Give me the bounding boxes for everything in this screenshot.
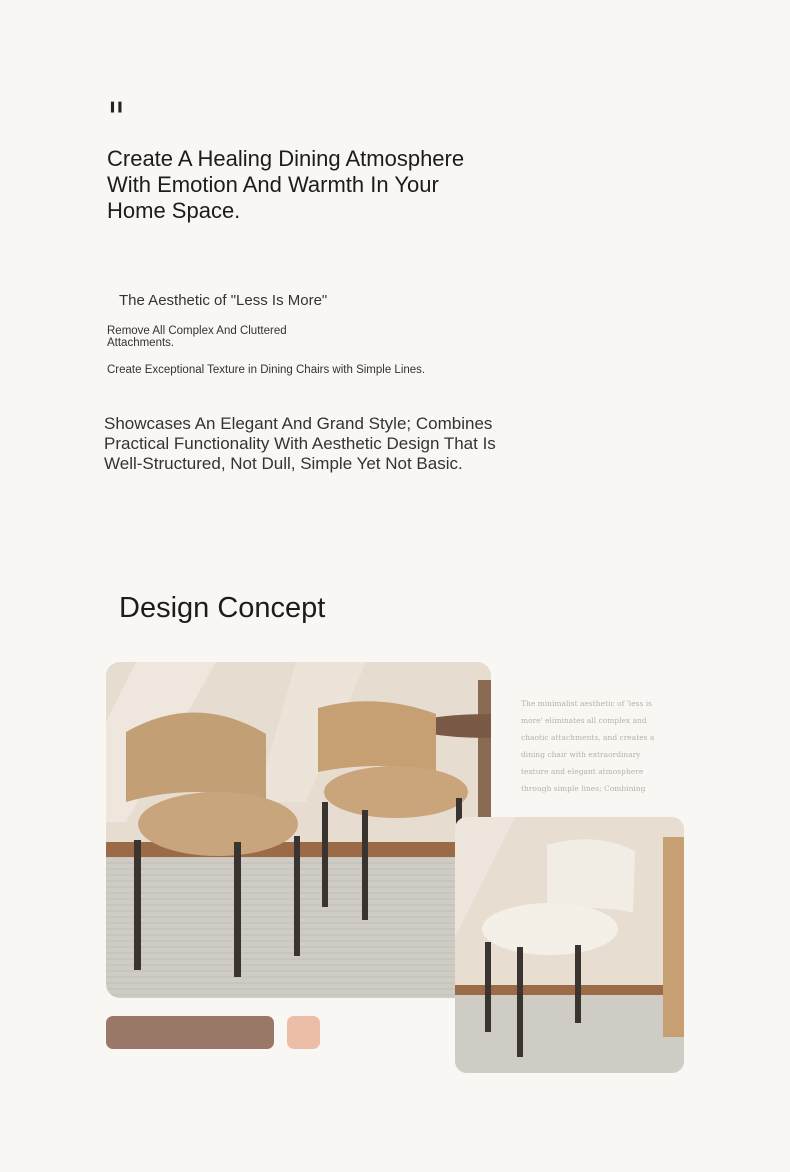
chairs-photo [106,662,491,998]
quote-mark: " [107,95,126,141]
color-swatch-brown[interactable] [106,1016,274,1049]
feature-line-2: Create Exceptional Texture in Dining Chairs with Simple Lines. [107,364,426,376]
design-side-note: The minimalist aesthetic of 'less is more' eliminates all complex and chaotic attachments, and creates a dining chair with extraordinary texture and elegant atmosphere through simple lines; Combining [521,699,655,793]
headline: Create A Healing Dining Atmosphere With Emotion And Warmth In Your Home Space. [107,146,465,223]
style-paragraph: Showcases An Elegant And Grand Style; Combines Practical Functionality With Aesthetic Design That Is Well-Structured, Not Dull, Simple Yet Not Basic. [104,414,496,473]
color-swatch-peach[interactable] [287,1016,320,1049]
section-title: Design Concept [119,592,326,624]
aesthetic-subhead: The Aesthetic of "Less Is More" [119,292,328,309]
feature-line-1: Remove All Complex And Cluttered Attachments. [107,325,287,349]
cream-chair-photo [455,817,684,1073]
